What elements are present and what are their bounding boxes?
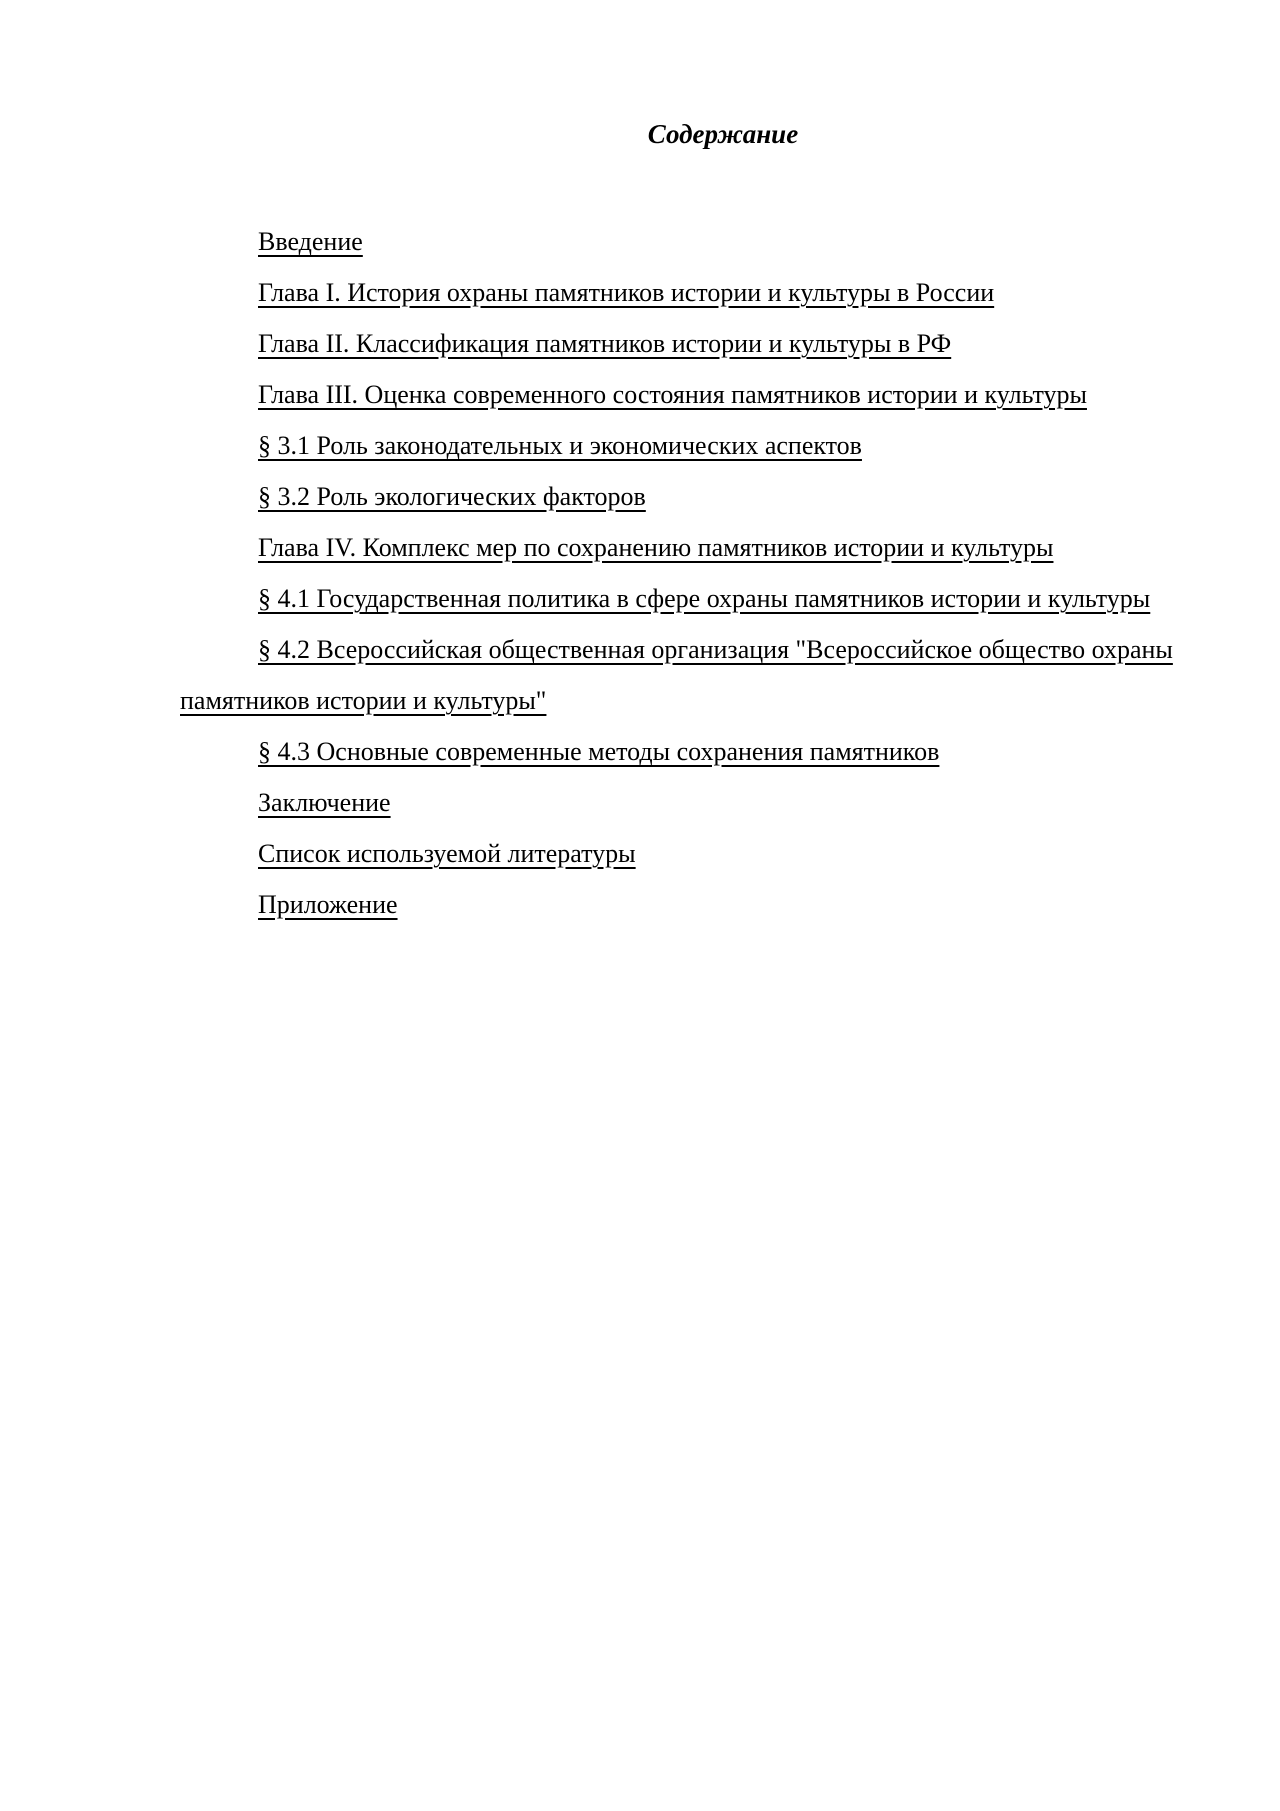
toc-link-chapter-4[interactable]: Глава IV. Комплекс мер по сохранению памятников истории и культуры [258,533,1054,562]
toc-link-section-4-2[interactable]: § 4.2 Всероссийская общественная организация "Всероссийское общество охраны памятников истории и культуры" [180,635,1173,715]
toc-link-section-4-3[interactable]: § 4.3 Основные современные методы сохранения памятников [258,737,940,766]
toc-entry-section-4-1 [180,573,1190,624]
toc-entry-chapter-2 [180,318,1190,369]
toc-link-chapter-1[interactable]: Глава I. История охраны памятников истории и культуры в России [258,278,995,307]
toc-link-appendix[interactable]: Приложение [258,890,398,919]
toc-link-conclusion[interactable]: Заключение [258,788,391,817]
toc-entry-introduction [180,216,1190,267]
toc-entry-section-3-1 [180,420,1190,471]
toc-entry-conclusion [180,777,1190,828]
toc-link-section-4-1[interactable]: § 4.1 Государственная политика в сфере охраны памятников истории и культуры [258,584,1151,613]
toc-link-introduction[interactable]: Введение [258,227,363,256]
toc-entry-chapter-3 [180,369,1190,420]
toc-link-section-3-1[interactable]: § 3.1 Роль законодательных и экономических аспектов [258,431,862,460]
toc-entry-chapter-4 [180,522,1190,573]
page-title: Содержание [647,119,799,149]
toc-entry-section-4-2 [180,624,1190,726]
table-of-contents [180,216,1190,930]
toc-link-chapter-3[interactable]: Глава III. Оценка современного состояния памятников истории и культуры [258,380,1087,409]
toc-entry-appendix [180,879,1190,930]
toc-entry-chapter-1 [180,267,1190,318]
toc-link-references[interactable]: Список используемой литературы [258,839,636,868]
toc-link-section-3-2[interactable]: § 3.2 Роль экологических факторов [258,482,646,511]
toc-entry-section-3-2 [180,471,1190,522]
toc-link-chapter-2[interactable]: Глава II. Классификация памятников истории и культуры в РФ [258,329,952,358]
toc-entry-references [180,828,1190,879]
toc-entry-section-4-3 [180,726,1190,777]
